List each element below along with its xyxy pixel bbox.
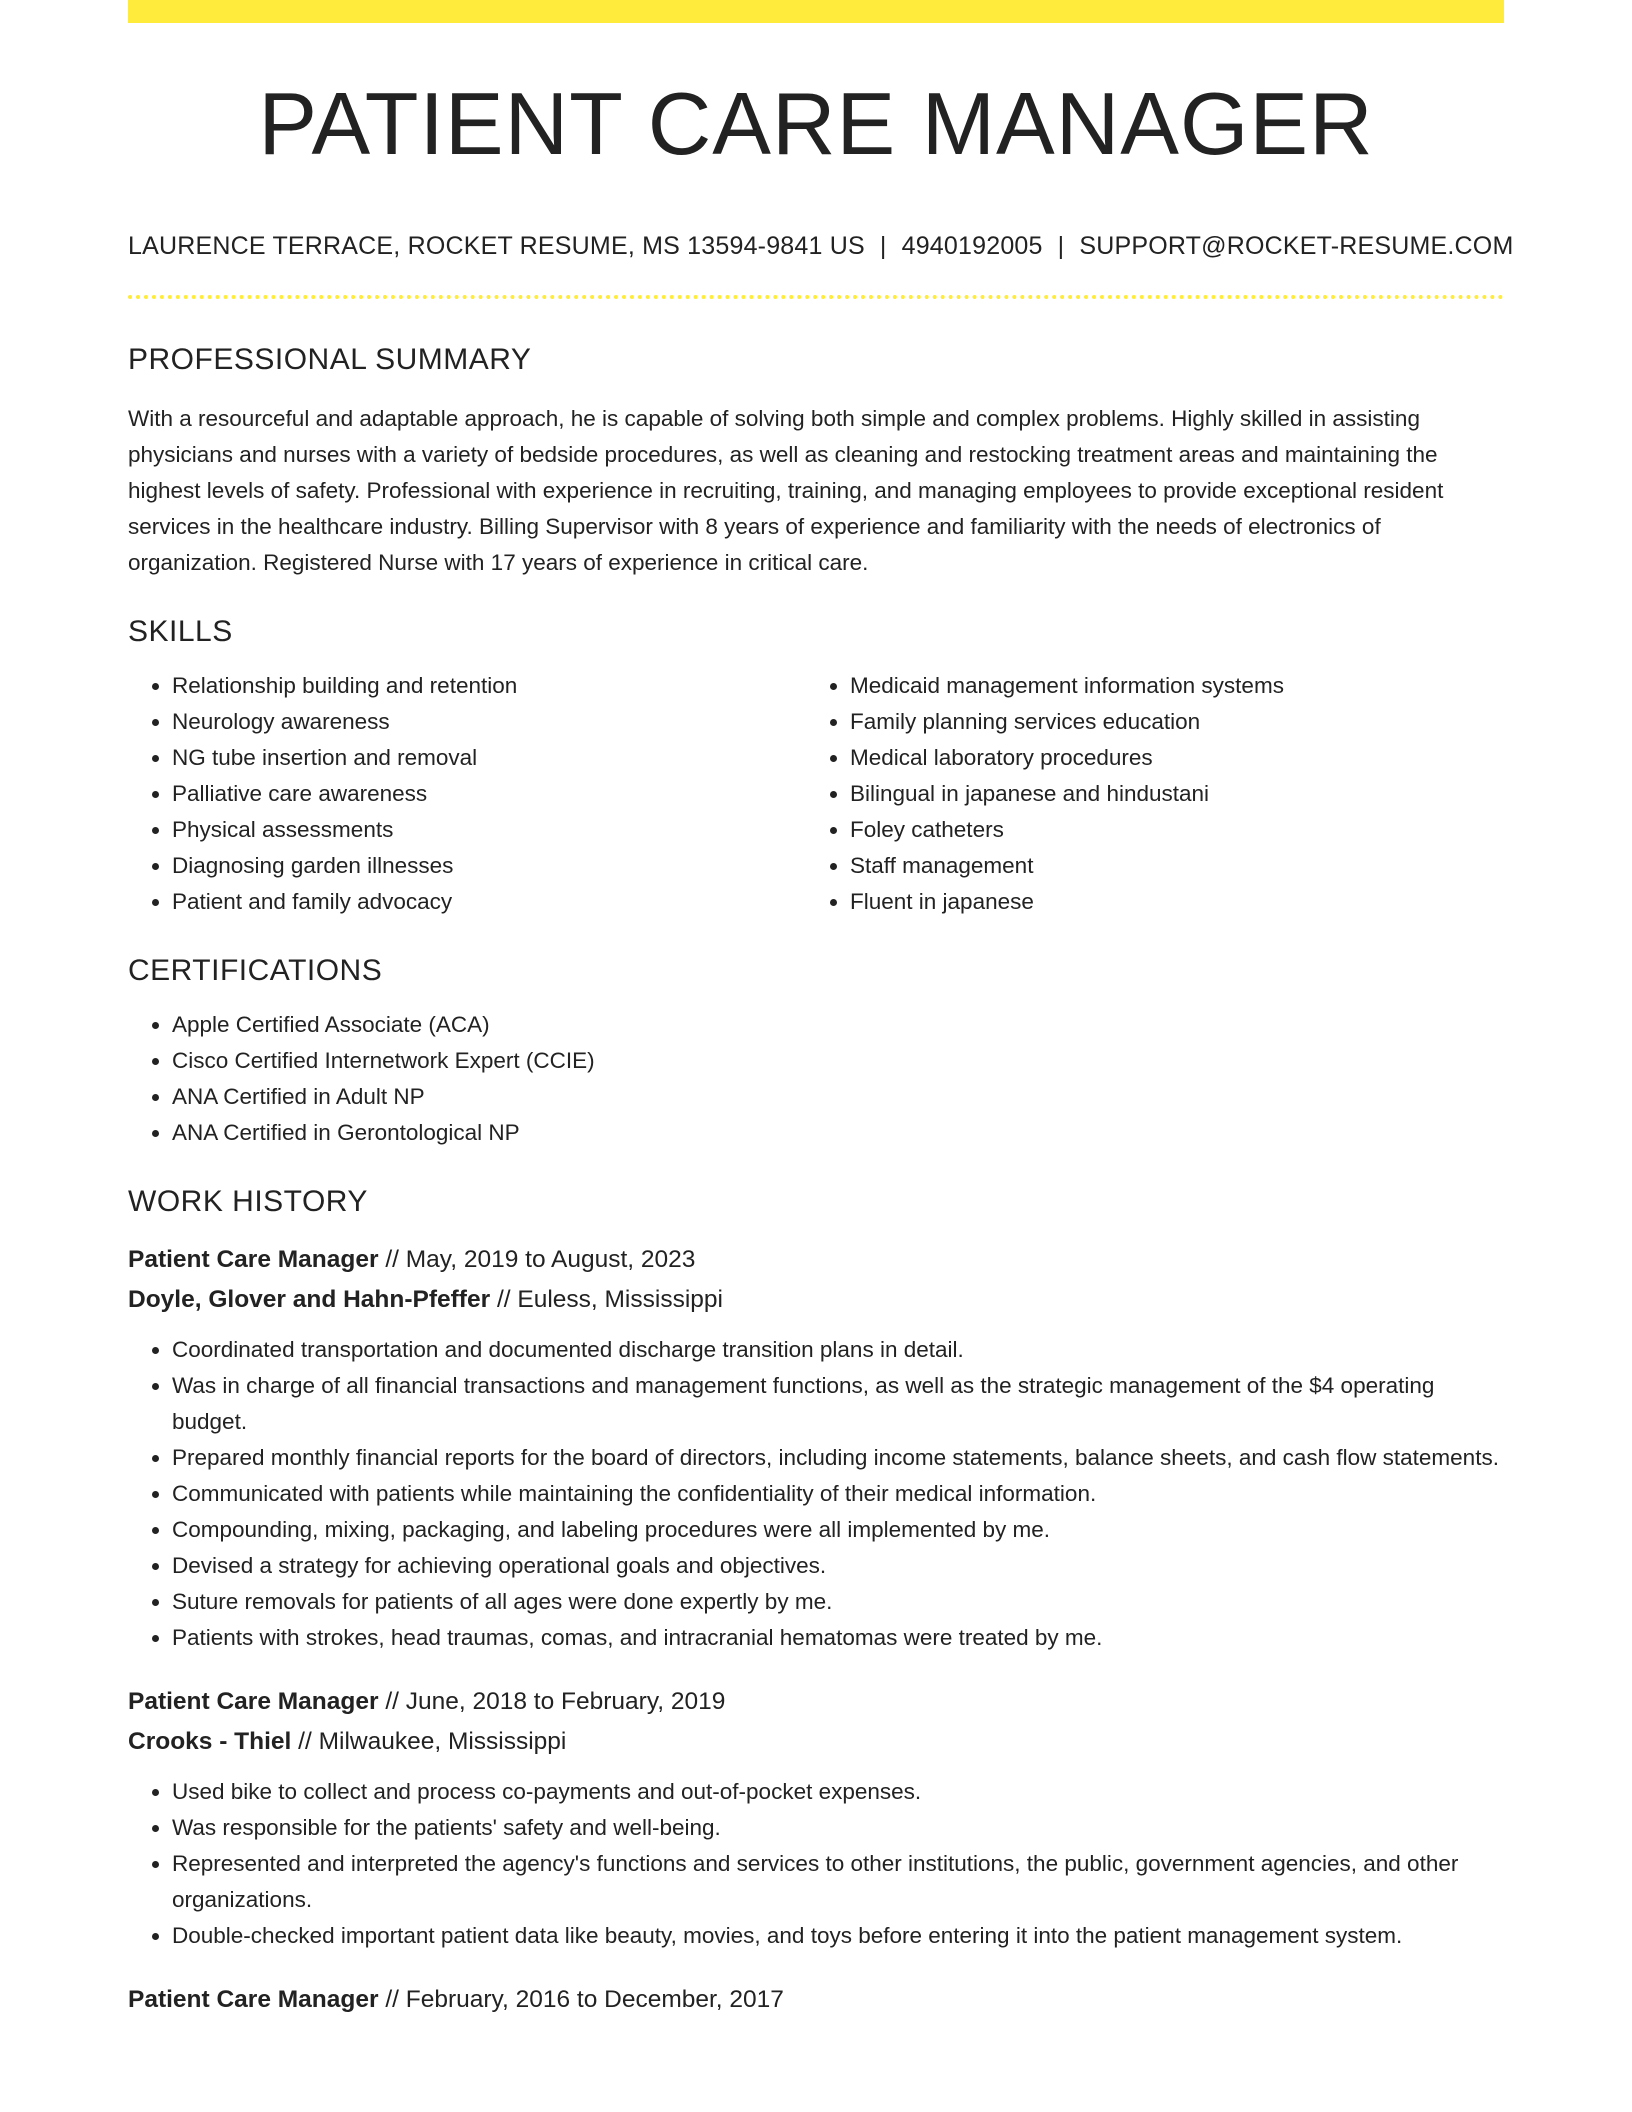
professional-summary-section [128,343,1504,581]
job-bullets [128,1774,1504,1954]
job-title: Patient Care Manager [128,1688,379,1715]
job-bullet: • Was in charge of all financial transactions and management functions, as well as the strategic management of the $4 operating budget. [172,1368,1504,1440]
job-title-line [128,1980,1504,2020]
skill-item: • NG tube insertion and removal [172,740,806,776]
job-company-line [128,1280,1504,1320]
job-title-line [128,1240,1504,1280]
job-dates: // May, 2019 to August, 2023 [378,1246,696,1273]
job-bullet: • Represented and interpreted the agency's functions and services to other institutions, the public, government agencies, and other organizations. [172,1846,1504,1918]
job-bullet: • Patients with strokes, head traumas, comas, and intracranial hematomas were treated by me. [172,1620,1504,1656]
job-bullet: • Compounding, mixing, packaging, and labeling procedures were all implemented by me. [172,1512,1504,1548]
certification-item: • Cisco Certified Internetwork Expert (CCIE) [172,1043,1504,1079]
skill-item: • Bilingual in japanese and hindustani [850,776,1484,812]
section-heading: SKILLS [128,615,233,648]
skill-item: • Medical laboratory procedures [850,740,1484,776]
contact-separator: | [1057,232,1065,260]
section-heading: WORK HISTORY [128,1185,368,1218]
skills-grid [128,648,1504,920]
skills-section [128,615,1504,920]
job-bullet: • Was responsible for the patients' safety and well-being. [172,1810,1504,1846]
contact-email: SUPPORT@ROCKET-RESUME.COM [1079,232,1514,260]
job-company: Crooks - Thiel [128,1728,292,1755]
job-bullet: • Communicated with patients while maintaining the confidentiality of their medical information. [172,1476,1504,1512]
contact-address: LAURENCE TERRACE, ROCKET RESUME, MS 13594-9841 US [128,232,865,260]
skill-item: • Patient and family advocacy [172,884,806,920]
job-dates: // February, 2016 to December, 2017 [378,1986,784,2013]
job-bullet: • Double-checked important patient data like beauty, movies, and toys before entering it into the patient management system. [172,1918,1504,1954]
job-title: Patient Care Manager [128,1246,379,1273]
job-bullet: • Used bike to collect and process co-payments and out-of-pocket expenses. [172,1774,1504,1810]
section-heading: PROFESSIONAL SUMMARY [128,343,532,376]
certification-item: • ANA Certified in Adult NP [172,1079,1504,1115]
dotted-divider [128,295,1504,299]
job-entry [128,1240,1504,1656]
resume-title: PATIENT CARE MANAGER [258,74,1374,173]
job-company: Doyle, Glover and Hahn-Pfeffer [128,1286,491,1313]
job-bullet: • Prepared monthly financial reports for the board of directors, including income statements, balance sheets, and cash flow statements. [172,1440,1504,1476]
skill-item: • Physical assessments [172,812,806,848]
job-location: // Milwaukee, Mississippi [291,1728,567,1755]
job-entry [128,1682,1504,1954]
job-title-line [128,1682,1504,1722]
job-dates: // June, 2018 to February, 2019 [378,1688,726,1715]
contact-phone: 4940192005 [901,232,1043,260]
skill-item: • Fluent in japanese [850,884,1484,920]
job-bullet: • Devised a strategy for achieving operational goals and objectives. [172,1548,1504,1584]
skill-item: • Family planning services education [850,704,1484,740]
job-location: // Euless, Mississippi [490,1286,723,1313]
skill-item: • Palliative care awareness [172,776,806,812]
contact-line [128,232,1514,261]
summary-text: With a resourceful and adaptable approach, he is capable of solving both simple and complex problems. Highly skilled in assisting physicians and nurses with a variety of bedside procedures, as well as cleaning and restocking treatment areas and maintaining the highest levels of safety. Professional with experience in recruiting, training, and managing employees to provide exceptional resident services in the healthcare industry. Billing Supervisor with 8 years of experience and familiarity with the needs of electronics of organization. Registered Nurse with 17 years of experience in critical care. [128,406,1444,575]
skills-list-right [806,668,1484,920]
skill-item: • Diagnosing garden illnesses [172,848,806,884]
skills-list-left [128,668,806,920]
skill-item: • Medicaid management information systems [850,668,1484,704]
job-bullet: • Suture removals for patients of all ages were done expertly by me. [172,1584,1504,1620]
job-entry [128,1980,1504,2020]
job-title: Patient Care Manager [128,1986,379,2013]
job-bullets [128,1332,1504,1656]
skill-item: • Foley catheters [850,812,1484,848]
job-bullet: • Coordinated transportation and documented discharge transition plans in detail. [172,1332,1504,1368]
accent-bar [128,0,1504,23]
certifications-section [128,954,1504,1151]
certification-item: • Apple Certified Associate (ACA) [172,1007,1504,1043]
skill-item: • Relationship building and retention [172,668,806,704]
work-history-section [128,1185,1504,2020]
contact-separator: | [879,232,887,260]
certifications-list [128,1007,1504,1151]
skill-item: • Staff management [850,848,1484,884]
section-heading: CERTIFICATIONS [128,954,383,987]
certification-item: • ANA Certified in Gerontological NP [172,1115,1504,1151]
job-company-line [128,1722,1504,1762]
skill-item: • Neurology awareness [172,704,806,740]
resume-page [128,0,1514,2020]
